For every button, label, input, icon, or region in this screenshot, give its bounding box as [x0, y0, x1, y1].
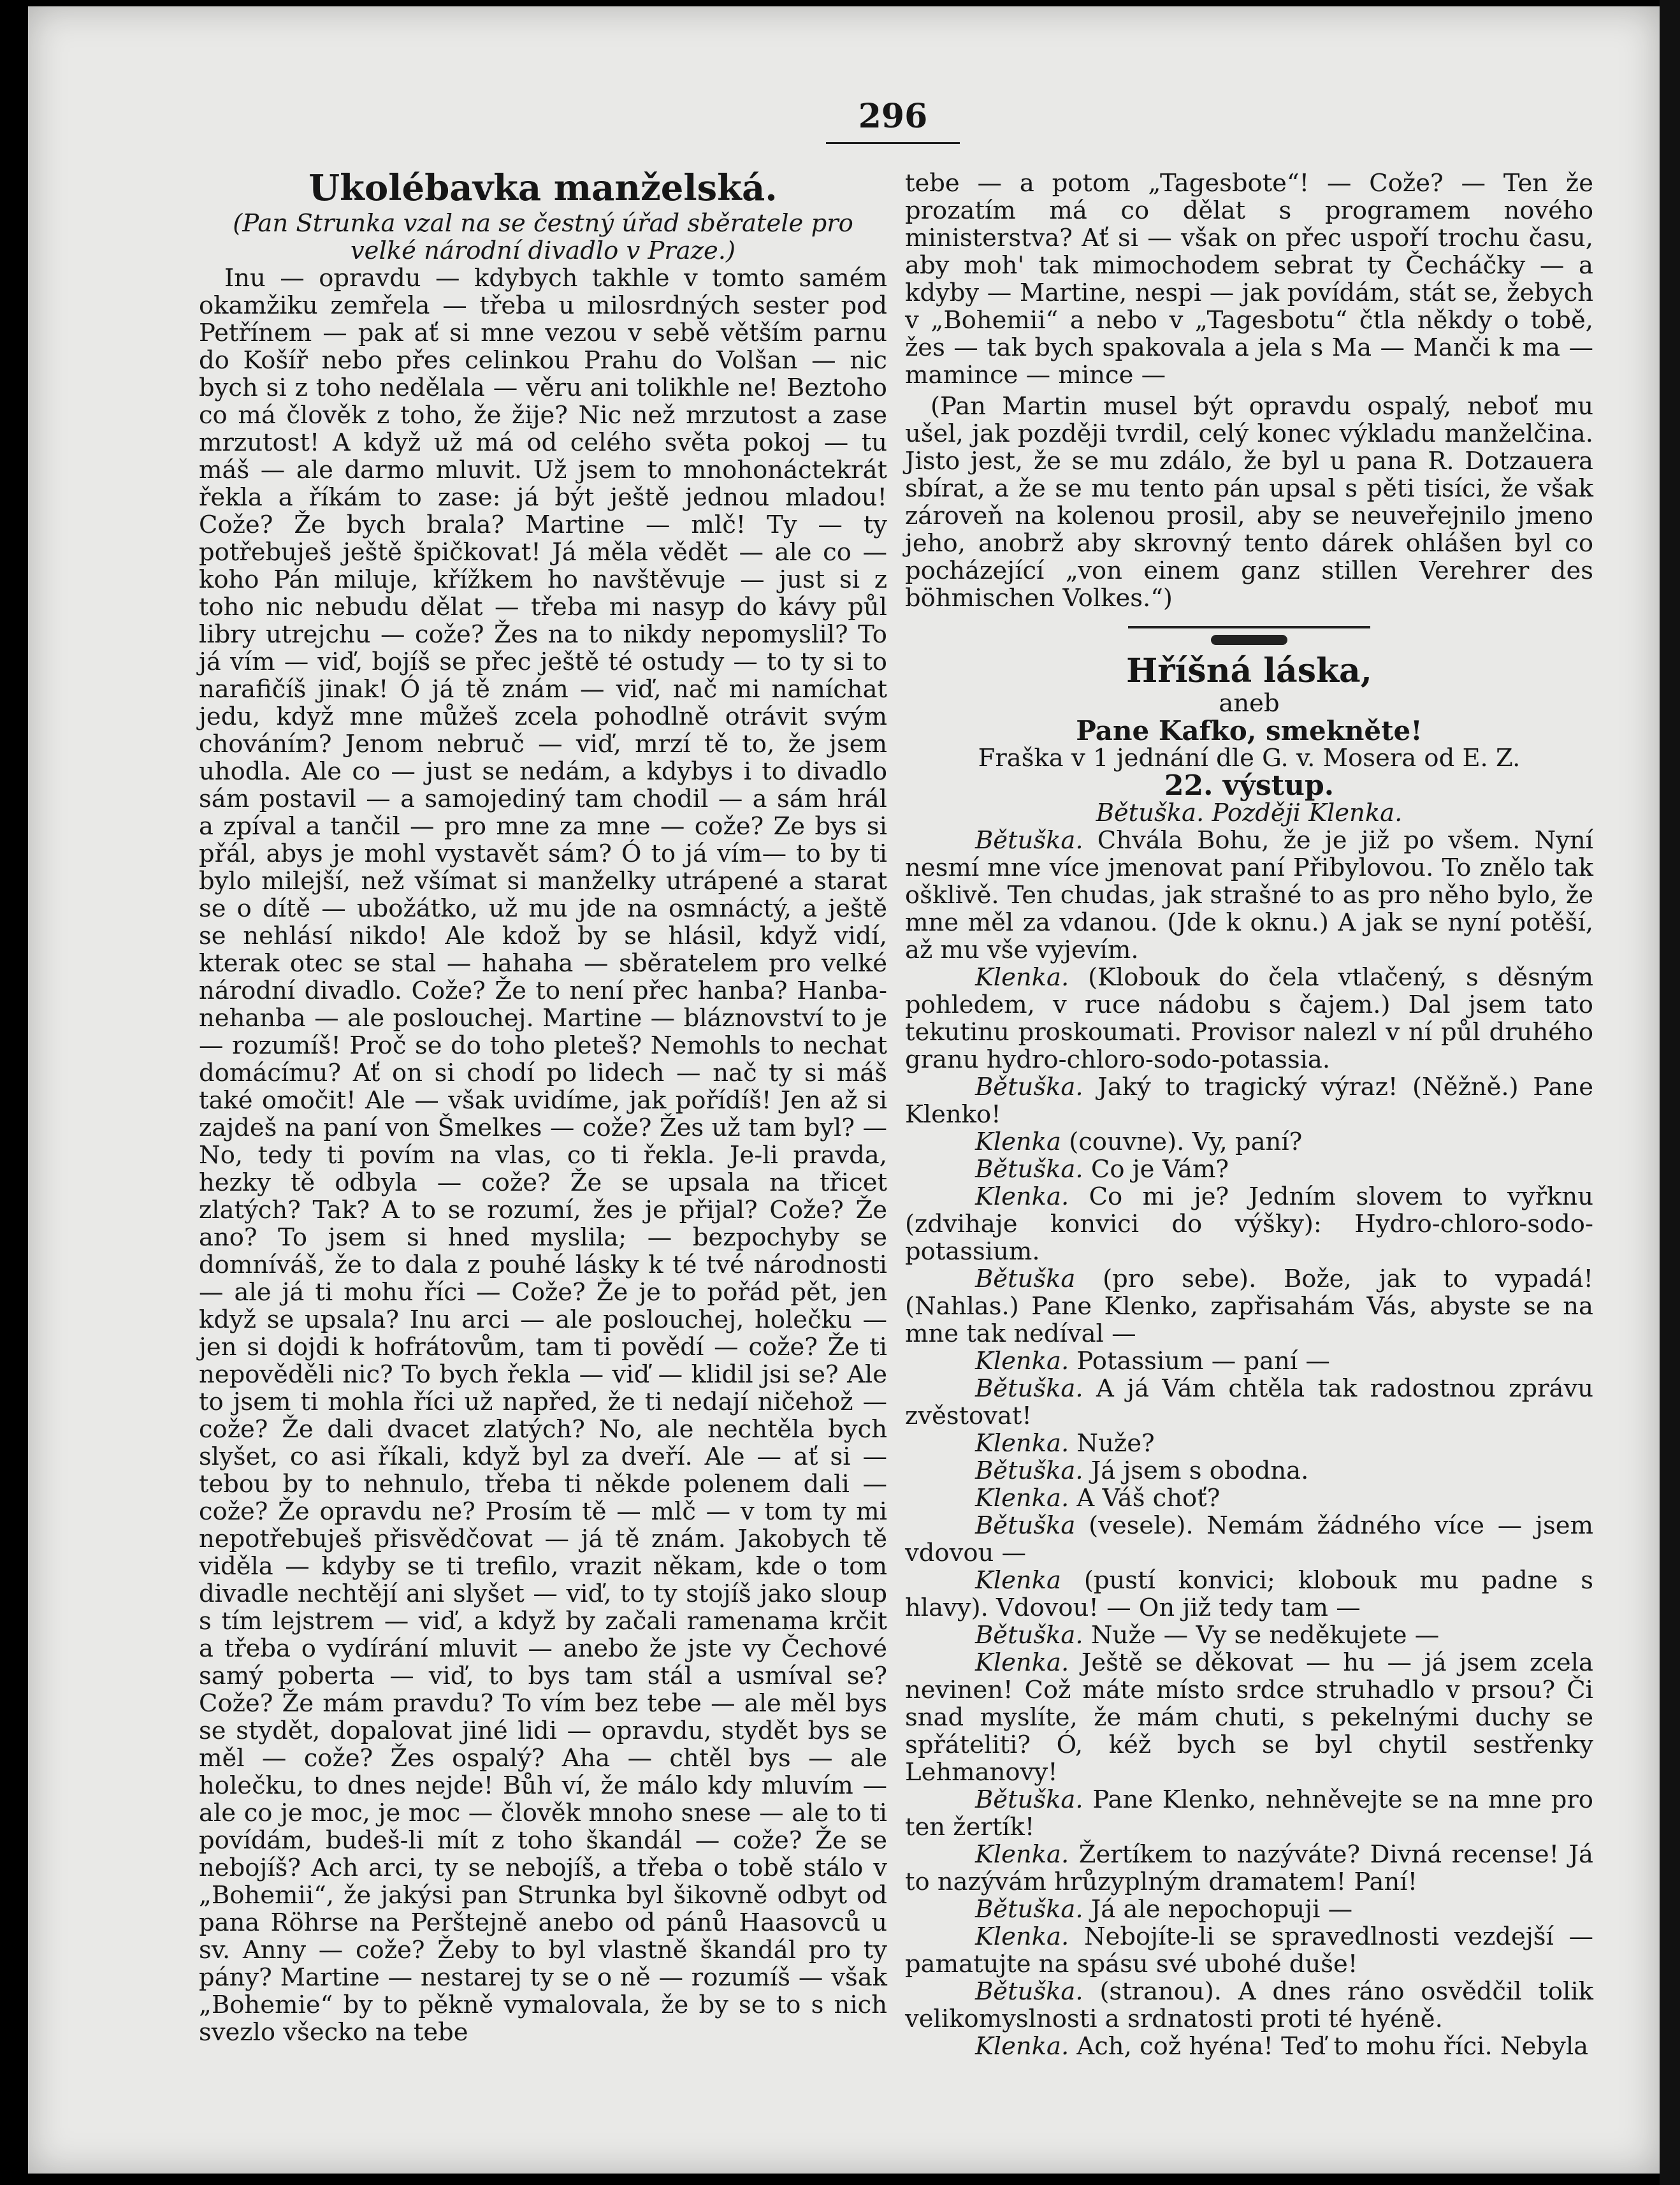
dialogue-line [905, 1841, 1593, 1896]
newspaper-page [28, 6, 1660, 2174]
speech-text: (vesele). Nemám žádného více — jsem vdovou — [905, 1511, 1593, 1567]
speech-text: Nuže? [1069, 1429, 1155, 1458]
speech-text: Chvála Bohu, že je již po všem. Nyní nesmí mne více jmenovat paní Přibylovou. To znělo tak ošklivě. Ten chudas, jak strašné to as pro něho bylo, že mne měl za vdanou. (Jde k oknu.) A jak se nyní potěší, až mu vše vyjevím. [905, 826, 1593, 964]
speech-text: Potassium — paní — [1069, 1347, 1330, 1376]
speaker-name: Klenka. [975, 1347, 1069, 1376]
speaker-name: Bětuška. [975, 1785, 1083, 1814]
speech-text: Jaký to tragický výraz! (Něžně.) Pane Klenko! [905, 1073, 1593, 1129]
play-subtitle: Pane Kafko, smekněte! [1076, 715, 1423, 746]
dialogue-line [905, 1978, 1593, 2033]
article-body: Inu — opravdu — kdybych takhle v tomto samém okamžiku zemřela — třeba u milosrdných sester pod Petřínem — pak ať si mne vezou v sebě větším parnu do Košíř nebo přes celinkou Prahu do Volšan — nic bych si z toho nedělala — věru ani tolikhle ne! Beztoho co má člověk z toho, že žije? Nic než mrzutost a zase mrzutost! A když už má od celého světa pokoj — tu máš — ale darmo mluvit. Už jsem to mnohonáctekrát řekla a říkám to zase: já být ještě jednou mladou! Cože? Že bych brala? Martine — mlč! Ty — ty potřebuješ ještě špičkovat! Já měla vědět — ale co — koho Pán miluje, křížkem ho navštěvuje — just si z toho nic nebudu dělat — třeba mi nasyp do kávy půl libry utrejchu — cože? Žes na to nikdy nepomyslil? To já vím — viď, bojíš se přec ještě té ostudy — to ty si to narafičíš jinak! Ó já tě znám — viď, nač mi namíchat jedu, když mne můžeš zcela pohodlně otrávit svým chováním? Jenom nebruč — viď, mrzí tě to, že jsem uhodla. Ale co — just se nedám, a kdybys i to divadlo sám postavil — a samojediný tam chodil — a sám hrál a zpíval a tančil — pro mne za mne — cože? Ze bys si přál, abys je mohl vystavět sám? Ó to já vím— to by ti bylo milejší, než všímat si manželky utrápené a starat se o dítě — ubožátko, už mu jde na osmnáctý, a ještě se nehlásí nikdo! Ale kdož by se hlásil, když vidí, kterak otec se stal — hahaha — sběratelem pro velké národní divadlo. Cože? Že to není přec hanba? Hanba-nehanba — ale poslouchej. Martine — bláznovství to je — rozumíš! Proč se do toho pleteš? Nemohls to nechat domácímu? Ať on si chodí po lidech — nač ty si máš také omočit! Ale — však uvidíme, jak pořídíš! Jen až si zajdeš na paní von Šmelkes — cože? Žes už tam byl? — No, tedy ti povím na vlas, co ti řekla. Je-li pravda, hezky tě odbyla — cože? Že se upsala na třicet zlatých? Tak? A to se rozumí, žes je přijal? Cože? Že ano? To jsem si hned myslila; — bezpochyby se domníváš, že to dala z pouhé lásky k té tvé národnosti — ale já ti mohu říci — Cože? Že je to pořád pět, jen když se upsala? Inu arci — ale poslouchej, holečku — jen si dojdi k hofrátovům, tam ti povědí — cože? Že ti nepověděli nic? To bych řekla — viď — klidil jsi se? Ale to jsem ti mohla říci už napřed, že ti nedají ničehož — cože? Že dali dvacet zlatých? No, ale nechtěla bych slyšet, co asi říkali, když byl za dveří. Ale — ať si — tebou by to nehnulo, třeba ti někde polenem dali — cože? Že opravdu ne? Prosím tě — mlč — v tom ty mi nepotřebuješ přisvědčovat — já tě znám. Jakobych tě viděla — kdyby se ti trefilo, vrazit někam, kde o tom divadle nechtějí ani slyšet — viď, to ty stojíš jako sloup s tím lejstrem — viď, a když by začali ramenama krčit a třeba o vydírání mluvit — anebo že jste vy Čechové samý poberta — viď, to bys tam stál a usmíval se? Cože? Že mám pravdu? To vím bez tebe — ale měl bys se stydět, dopalovat jiné lidi — opravdu, stydět bys se měl — cože? Žes ospalý? Aha — chtěl bys — ale holečku, to dnes nejde! Bůh ví, že málo kdy mluvím — ale co je moc, je moc — člověk mnoho snese — ale to ti povídám, budeš-li mít z toho škandál — cože? Že se nebojíš? Ach arci, ty se nebojíš, a třeba o tobě stálo v „Bohemii“, že jakýsi pan Strunka byl šikovně odbyt od pana Röhrse na Perštejně anebo od pánů Haasovců u sv. Anny — cože? Žeby to byl vlastně škandál pro ty pány? Martine — nestarej ty se o ně — rozumíš — však „Bohemie“ by to pěkně vymalovala, že by se to s nich svezlo všecko na tebe [199, 264, 887, 2047]
dialogue-line [905, 1375, 1593, 1430]
dialogue-line [905, 1457, 1593, 1484]
speech-text: Pane Klenko, nehněvejte se na mne pro ten žertík! [905, 1785, 1593, 1841]
scene-heading: 22. výstup. [1164, 769, 1335, 802]
dialogue-line [905, 1265, 1593, 1347]
speaker-name: Klenka. [975, 1182, 1069, 1211]
speaker-name: Klenka. [975, 1840, 1069, 1869]
dialogue-line [905, 1649, 1593, 1786]
ornament-icon [1211, 635, 1287, 645]
play-title: Hříšná láska, [1126, 651, 1372, 690]
speech-text: (Klobouk do čela vtlačený, s děsným pohledem, v ruce nádobu s čajem.) Dal jsem tato tekutinu proskoumati. Provisor nalezl v ní půl druhého granu hydro-chloro-sodo-potassia. [905, 963, 1593, 1074]
speaker-name: Bětuška. [975, 826, 1083, 855]
speaker-name: Klenka. [975, 1922, 1069, 1951]
speaker-name: Klenka. [975, 2032, 1069, 2061]
article-title: Ukolébavka manželská. [308, 167, 778, 209]
speech-text: (stranou). A dnes ráno osvědčil tolik velikomyslnosti a srdnatosti proti té hyéně. [905, 1977, 1593, 2033]
speaker-name: Klenka. [975, 1648, 1069, 1677]
dialogue-line [905, 1512, 1593, 1567]
scan-edge [1660, 0, 1680, 2185]
dialogue-line [905, 827, 1593, 964]
dialogue-line [905, 1786, 1593, 1841]
scene-cast: Bětuška. Později Klenka. [1096, 799, 1403, 827]
speaker-name: Klenka. [975, 1429, 1069, 1458]
dialogue-line [905, 1567, 1593, 1622]
speech-text: Já ale nepochopuji — [1083, 1895, 1353, 1924]
speech-text: Ach, což hyéna! Teď to mohu říci. Nebyla [1069, 2032, 1589, 2061]
dialogue-line [905, 1923, 1593, 1978]
speech-text: Nuže — Vy se neděkujete — [1083, 1621, 1440, 1650]
speech-text: Ještě se děkovat — hu — já jsem zcela nevinen! Což máte místo srdce struhadlo v prsou? Či snad myslíte, že mám chuti, s pekelnými duchy se spřáteliti? Ó, kéž bych se byl chytil sestřenky Lehmanovy! [905, 1648, 1593, 1787]
page-number: 296 [826, 97, 960, 144]
speech-text: Co je Vám? [1083, 1155, 1229, 1184]
speaker-name: Bětuška. [975, 1073, 1083, 1101]
speaker-name: Bětuška [975, 1265, 1076, 1293]
dialogue-line [905, 1896, 1593, 1923]
dialogue-line [905, 1484, 1593, 1512]
dialogue-line [905, 1073, 1593, 1128]
speech-text: (pro sebe). Bože, jak to vypadá! (Nahlas.) Pane Klenko, zapřisahám Vás, abyste se na mne tak nedíval — [905, 1265, 1593, 1348]
dialogue-line [905, 1183, 1593, 1265]
speech-text: (couvne). Vy, paní? [1061, 1128, 1303, 1156]
dialogue-line [905, 1128, 1593, 1156]
speech-text: A Váš choť? [1069, 1484, 1220, 1513]
article-subtitle: (Pan Strunka vzal na se čestný úřad sběratele pro velké národní divadlo v Praze.) [233, 209, 853, 265]
dialogue-line [905, 964, 1593, 1073]
speaker-name: Bětuška. [975, 1374, 1083, 1403]
speaker-name: Klenka [975, 1566, 1061, 1595]
dialogue-line [905, 1430, 1593, 1457]
article-continuation: tebe — a potom „Tagesbote“! — Cože? — Ten že prozatím má co dělat s programem nového ministerstva? Ať si — však on přec uspoří trochu času, aby moh' tak mimochodem sebrat ty Čecháčky — a kdyby — Martine, nespi — jak povídám, stát se, žebych v „Bohemii“ a nebo v „Tagesbotu“ čtla někdy o tobě, žes — tak bych spakovala a jela s Ma — Manči k ma — mamince — mince — [905, 169, 1593, 389]
section-divider [905, 626, 1593, 651]
right-column [905, 170, 1593, 2060]
dialogue-line [905, 1347, 1593, 1375]
speaker-name: Bětuška. [975, 1621, 1083, 1650]
speaker-name: Bětuška. [975, 1155, 1083, 1184]
dialogue-line [905, 1156, 1593, 1183]
speech-text: A já Vám chtěla tak radostnou zprávu zvěstovat! [905, 1374, 1593, 1430]
speech-text: Nebojíte-li se spravedlnosti vezdejší — pamatujte na spásu své ubohé duše! [905, 1922, 1593, 1978]
speaker-name: Klenka. [975, 963, 1069, 992]
editorial-note: (Pan Martin musel být opravdu ospalý, neboť mu ušel, jak později tvrdil, celý konec výkladu manželčina. Jisto jest, že se mu zdálo, že byl u pana R. Dotzauera sbírat, a že se mu tento pán upsal s pěti tisíci, že však zároveň na kolenou prosil, aby se neuveřejnilo jmeno jeho, anobrž aby skrovný tento dárek ohlášen byl co pocházející „von einem ganz stillen Verehrer des böhmischen Volkes.“) [905, 392, 1593, 613]
dialogue [905, 827, 1593, 2060]
speech-text: Já jsem s obodna. [1083, 1456, 1309, 1485]
dialogue-line [905, 1622, 1593, 1649]
speaker-name: Klenka [975, 1128, 1061, 1156]
speech-text: Co mi je? Jedním slovem to vyřknu (zdvihaje konvici do výšky): Hydro-chloro-sodo-potassium. [905, 1182, 1593, 1266]
play-aneb: aneb [1219, 689, 1280, 718]
speaker-name: Bětuška. [975, 1977, 1083, 2006]
dialogue-line [905, 2033, 1593, 2060]
speech-text: (pustí konvici; klobouk mu padne s hlavy). Vdovou! — On již tedy tam — [905, 1566, 1593, 1622]
speaker-name: Bětuška. [975, 1456, 1083, 1485]
play-genre: Fraška v 1 jednání dle G. v. Mosera od E. Z. [978, 744, 1521, 773]
speech-text: Žertíkem to nazýváte? Divná recense! Já to nazývám hrůzyplným dramatem! Paní! [905, 1840, 1593, 1896]
left-column [199, 169, 887, 2046]
speaker-name: Bětuška. [975, 1895, 1083, 1924]
speaker-name: Bětuška [975, 1511, 1076, 1540]
speaker-name: Klenka. [975, 1484, 1069, 1513]
